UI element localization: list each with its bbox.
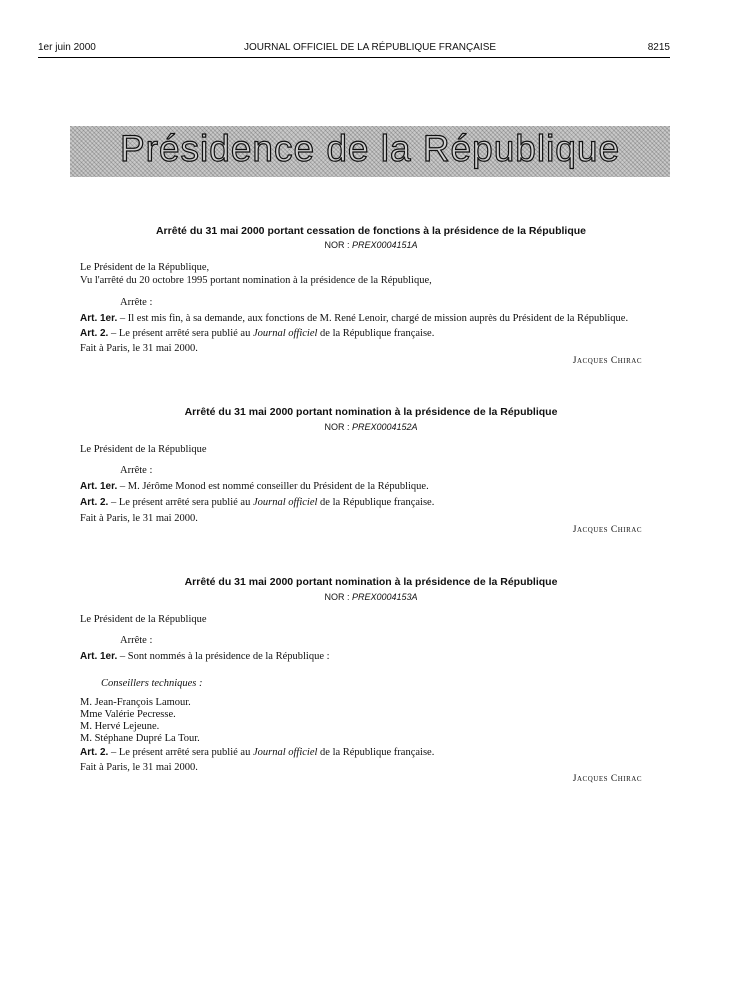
subheading: Conseillers techniques : xyxy=(101,678,203,689)
article-title: Arrêté du 31 mai 2000 portant nomination à la présidence de la République xyxy=(184,576,558,588)
nor-code: PREX0004152A xyxy=(351,422,418,432)
preamble-line: Vu l'arrêté du 20 octobre 1995 portant nomination à la présidence de la République, xyxy=(80,275,432,286)
nor-reference: NOR : PREX0004153A xyxy=(324,592,418,602)
article-clause: Art. 2. – Le présent arrêté sera publié au Journal officiel de la République française. xyxy=(80,747,435,758)
header-date: 1er juin 2000 xyxy=(38,42,96,53)
appointee-name: M. Jean-François Lamour. xyxy=(80,697,191,708)
preamble-line: Le Président de la République xyxy=(80,614,207,625)
arrete-label: Arrête : xyxy=(120,297,153,308)
preamble-line: Le Président de la République xyxy=(80,444,207,455)
article-clause: Art. 1er. – Sont nommés à la présidence de la République : xyxy=(80,651,330,662)
signing-place-date: Fait à Paris, le 31 mai 2000. xyxy=(80,762,198,773)
nor-code: PREX0004151A xyxy=(351,240,418,250)
signing-place-date: Fait à Paris, le 31 mai 2000. xyxy=(80,513,198,524)
section-banner xyxy=(70,126,670,177)
article-title: Arrêté du 31 mai 2000 portant cessation de fonctions à la présidence de la République xyxy=(155,225,587,237)
header-rule xyxy=(38,57,670,58)
nor-reference: NOR : PREX0004152A xyxy=(324,422,418,432)
appointee-name: M. Hervé Lejeune. xyxy=(80,721,160,732)
nor-reference: NOR : PREX0004151A xyxy=(324,240,418,250)
arrete-label: Arrête : xyxy=(120,465,153,476)
arrete-label: Arrête : xyxy=(120,635,153,646)
article-clause: Art. 1er. – M. Jérôme Monod est nommé conseiller du Président de la République. xyxy=(80,481,429,492)
header-page-number: 8215 xyxy=(647,42,670,53)
appointee-name: Mme Valérie Pecresse. xyxy=(80,709,176,720)
article-clause: Art. 1er. – Il est mis fin, à sa demande, aux fonctions de M. René Lenoir, chargé de mission auprès du Président de la République. xyxy=(80,313,629,324)
appointee-name: M. Stéphane Dupré La Tour. xyxy=(80,733,200,744)
header-journal-title: JOURNAL OFFICIEL DE LA RÉPUBLIQUE FRANÇAISE xyxy=(243,42,497,53)
section-title: Présidence de la République xyxy=(119,128,621,169)
nor-code: PREX0004153A xyxy=(351,592,418,602)
signature: Jacques Chirac xyxy=(572,774,642,784)
article-clause: Art. 2. – Le présent arrêté sera publié au Journal officiel de la République française. xyxy=(80,497,435,508)
article-title: Arrêté du 31 mai 2000 portant nomination à la présidence de la République xyxy=(184,406,558,418)
article-clause: Art. 2. – Le présent arrêté sera publié au Journal officiel de la République française. xyxy=(80,328,435,339)
preamble-line: Le Président de la République, xyxy=(80,262,210,273)
signing-place-date: Fait à Paris, le 31 mai 2000. xyxy=(80,343,198,354)
signature: Jacques Chirac xyxy=(572,525,642,535)
signature: Jacques Chirac xyxy=(572,356,642,366)
